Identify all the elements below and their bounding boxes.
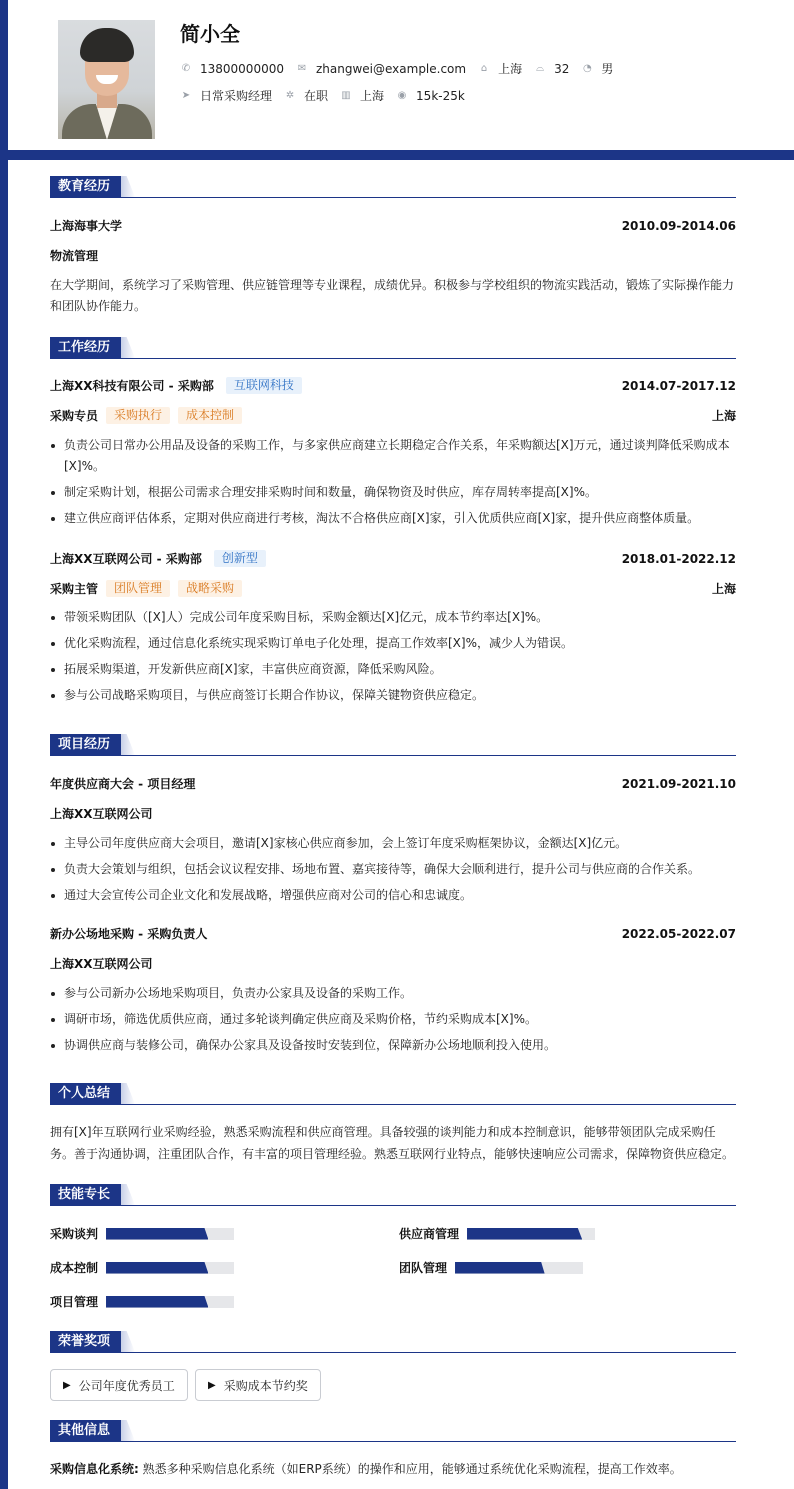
skill-1 [399, 1225, 595, 1242]
skill-4-name: 项目管理 [50, 1295, 99, 1309]
candidate-name: 简小全 [180, 22, 240, 46]
section-title-summary: 个人总结 [50, 1083, 121, 1104]
project-1-header [50, 925, 736, 942]
location-item [478, 60, 522, 77]
home-icon: ⌂ [480, 63, 488, 74]
work-1-header [50, 550, 736, 567]
skill-0-bar [106, 1228, 234, 1240]
skill-0 [50, 1225, 234, 1242]
salary-text: 15k-25k [416, 88, 465, 103]
project-0-company: 上海XX互联网公司 [50, 807, 153, 821]
skill-2-bar [106, 1262, 234, 1274]
status-text: 在职 [304, 89, 329, 103]
gender-icon: ◔ [583, 63, 592, 74]
work-0-tag-1: 成本控制 [178, 407, 242, 424]
job-text: 日常采购经理 [200, 89, 273, 103]
email-text: zhangwei@example.com [315, 61, 467, 76]
other-info [50, 1460, 682, 1477]
email-item [296, 62, 466, 76]
cake-icon: ⌓ [536, 63, 545, 74]
work-0-company: 上海XX科技有限公司 - 采购部 [50, 379, 214, 393]
avatar [58, 20, 155, 139]
honor-badge-1 [195, 1369, 321, 1401]
project-1-period: 2022.05-2022.07 [621, 926, 736, 941]
age-text: 32 [554, 61, 570, 76]
city-item [340, 87, 384, 104]
project-1-company: 上海XX互联网公司 [50, 957, 153, 971]
section-title-skills: 技能专长 [50, 1184, 121, 1205]
education-period: 2010.09-2014.06 [621, 218, 736, 233]
project-1-bullets [50, 983, 738, 1061]
skill-4 [50, 1293, 234, 1310]
work-0-header [50, 377, 736, 394]
major-name: 物流管理 [50, 249, 99, 263]
project-1-company-row [50, 955, 736, 972]
building-icon: ▥ [341, 90, 351, 101]
list-item: 拓展采购渠道，开发新供应商[X]家，丰富供应商资源，降低采购风险。 [50, 659, 738, 680]
work-0-tag-0: 采购执行 [106, 407, 170, 424]
list-item: 协调供应商与装修公司，确保办公家具及设备按时安装到位，保障新办公场地顺利投入使用。 [50, 1035, 738, 1056]
honor-badge-0 [50, 1369, 188, 1401]
project-0-period: 2021.09-2021.10 [621, 776, 736, 791]
section-summary [50, 1083, 736, 1105]
skill-1-bar [467, 1228, 595, 1240]
section-other [50, 1420, 736, 1442]
skill-2 [50, 1259, 234, 1276]
work-1-position: 采购主管 [50, 582, 99, 596]
resume-page [8, 0, 794, 1489]
section-title-project: 项目经历 [50, 734, 121, 755]
section-title-work: 工作经历 [50, 337, 121, 358]
work-1-period: 2018.01-2022.12 [621, 551, 736, 566]
work-1-company: 上海XX互联网公司 - 采购部 [50, 552, 202, 566]
school-name: 上海海事大学 [50, 219, 123, 233]
list-item: 负责公司日常办公用品及设备的采购工作，与多家供应商建立长期稳定合作关系，年采购额达[X]万元，通过谈判降低采购成本[X]%。 [50, 435, 738, 477]
contact-row [180, 60, 625, 77]
section-education [50, 176, 736, 198]
section-work [50, 337, 736, 359]
skill-1-name: 供应商管理 [399, 1227, 460, 1241]
work-0-period: 2014.07-2017.12 [621, 378, 736, 393]
skill-0-name: 采购谈判 [50, 1227, 99, 1241]
gender-text: 男 [601, 62, 614, 76]
phone-item [180, 62, 284, 76]
status-item [284, 87, 328, 104]
gender-item [581, 60, 613, 77]
coin-icon: ◉ [397, 90, 407, 101]
education-row [50, 217, 736, 234]
project-0-header [50, 775, 736, 792]
list-item: 主导公司年度供应商大会项目，邀请[X]家核心供应商参加，会上签订年度采购框架协议，金额达[X]亿元。 [50, 833, 738, 854]
work-1-industry-tag: 创新型 [214, 550, 266, 567]
mail-icon: ✉ [297, 63, 307, 74]
work-1-position-row [50, 580, 736, 597]
project-0-title: 年度供应商大会 - 项目经理 [50, 777, 196, 791]
list-item: 制定采购计划，根据公司需求合理安排采购时间和数量，确保物资及时供应，库存周转率提高[X]%。 [50, 482, 738, 503]
city-text: 上海 [360, 89, 385, 103]
list-item: 带领采购团队（[X]人）完成公司年度采购目标，采购金额达[X]亿元，成本节约率达[X]%。 [50, 607, 738, 628]
honor-1-text: 采购成本节约奖 [223, 1378, 308, 1393]
job-item [180, 87, 272, 104]
work-0-city: 上海 [711, 409, 736, 423]
major-row [50, 247, 736, 264]
work-1-bullets [50, 607, 738, 711]
section-project [50, 734, 736, 756]
list-item: 负责大会策划与组织，包括会议议程安排、场地布置、嘉宾接待等，确保大会顺利进行，提升公司与供应商的合作关系。 [50, 859, 738, 880]
project-0-bullets [50, 833, 738, 911]
summary-text: 拥有[X]年互联网行业采购经验，熟悉采购流程和供应商管理。具备较强的谈判能力和成本控制意识，能够带领团队完成采购任务。善于沟通协调，注重团队合作，有丰富的项目管理经验。熟悉互联网行业特点，能够快速响应公司需求，保障物资供应稳定。 [50, 1125, 735, 1161]
work-0-position-row [50, 407, 736, 424]
intent-row [180, 87, 477, 104]
section-title-honors: 荣誉奖项 [50, 1331, 121, 1352]
send-icon: ➤ [181, 90, 191, 101]
work-0-industry-tag: 互联网科技 [226, 377, 302, 394]
location-text: 上海 [498, 62, 523, 76]
list-item: 优化采购流程，通过信息化系统实现采购订单电子化处理，提高工作效率[X]%，减少人为错误。 [50, 633, 738, 654]
list-item: 参与公司新办公场地采购项目，负责办公家具及设备的采购工作。 [50, 983, 738, 1004]
work-1-tag-0: 团队管理 [106, 580, 170, 597]
honor-0-text: 公司年度优秀员工 [78, 1378, 175, 1393]
skill-2-name: 成本控制 [50, 1261, 99, 1275]
work-0-bullets [50, 435, 738, 534]
skill-3 [399, 1259, 583, 1276]
gear-icon: ✲ [285, 90, 295, 101]
play-icon: ▶ [208, 1379, 216, 1391]
other-text: 熟悉多种采购信息化系统（如ERP系统）的操作和应用，能够通过系统优化采购流程，提高工作效率。 [142, 1462, 682, 1476]
work-0-position: 采购专员 [50, 409, 99, 423]
list-item: 调研市场，筛选优质供应商，通过多轮谈判确定供应商及采购价格，节约采购成本[X]%。 [50, 1009, 738, 1030]
skill-3-bar [455, 1262, 583, 1274]
work-1-tag-1: 战略采购 [178, 580, 242, 597]
resume-header [8, 0, 794, 150]
phone-text: 13800000000 [200, 61, 284, 76]
skill-4-bar [106, 1296, 234, 1308]
list-item: 建立供应商评估体系，定期对供应商进行考核，淘汰不合格供应商[X]家，引入优质供应商[X]家，提升供应商整体质量。 [50, 508, 738, 529]
education-description: 在大学期间，系统学习了采购管理、供应链管理等专业课程，成绩优异。积极参与学校组织的物流实践活动，锻炼了实际操作能力和团队协作能力。 [50, 278, 735, 313]
section-title-education: 教育经历 [50, 176, 121, 197]
phone-icon: ✆ [181, 63, 191, 74]
work-1-city: 上海 [711, 582, 736, 596]
section-title-other: 其他信息 [50, 1420, 121, 1441]
age-item [534, 62, 569, 76]
header-divider [8, 150, 794, 160]
list-item: 参与公司战略采购项目，与供应商签订长期合作协议，保障关键物资供应稳定。 [50, 685, 738, 706]
other-label: 采购信息化系统: [50, 1462, 139, 1476]
skill-3-name: 团队管理 [399, 1261, 448, 1275]
play-icon: ▶ [63, 1379, 71, 1391]
project-1-title: 新办公场地采购 - 采购负责人 [50, 927, 208, 941]
section-honors [50, 1331, 736, 1353]
salary-item [396, 89, 465, 103]
project-0-company-row [50, 805, 736, 822]
section-skills [50, 1184, 736, 1206]
list-item: 通过大会宣传公司企业文化和发展战略，增强供应商对公司的信心和忠诚度。 [50, 885, 738, 906]
